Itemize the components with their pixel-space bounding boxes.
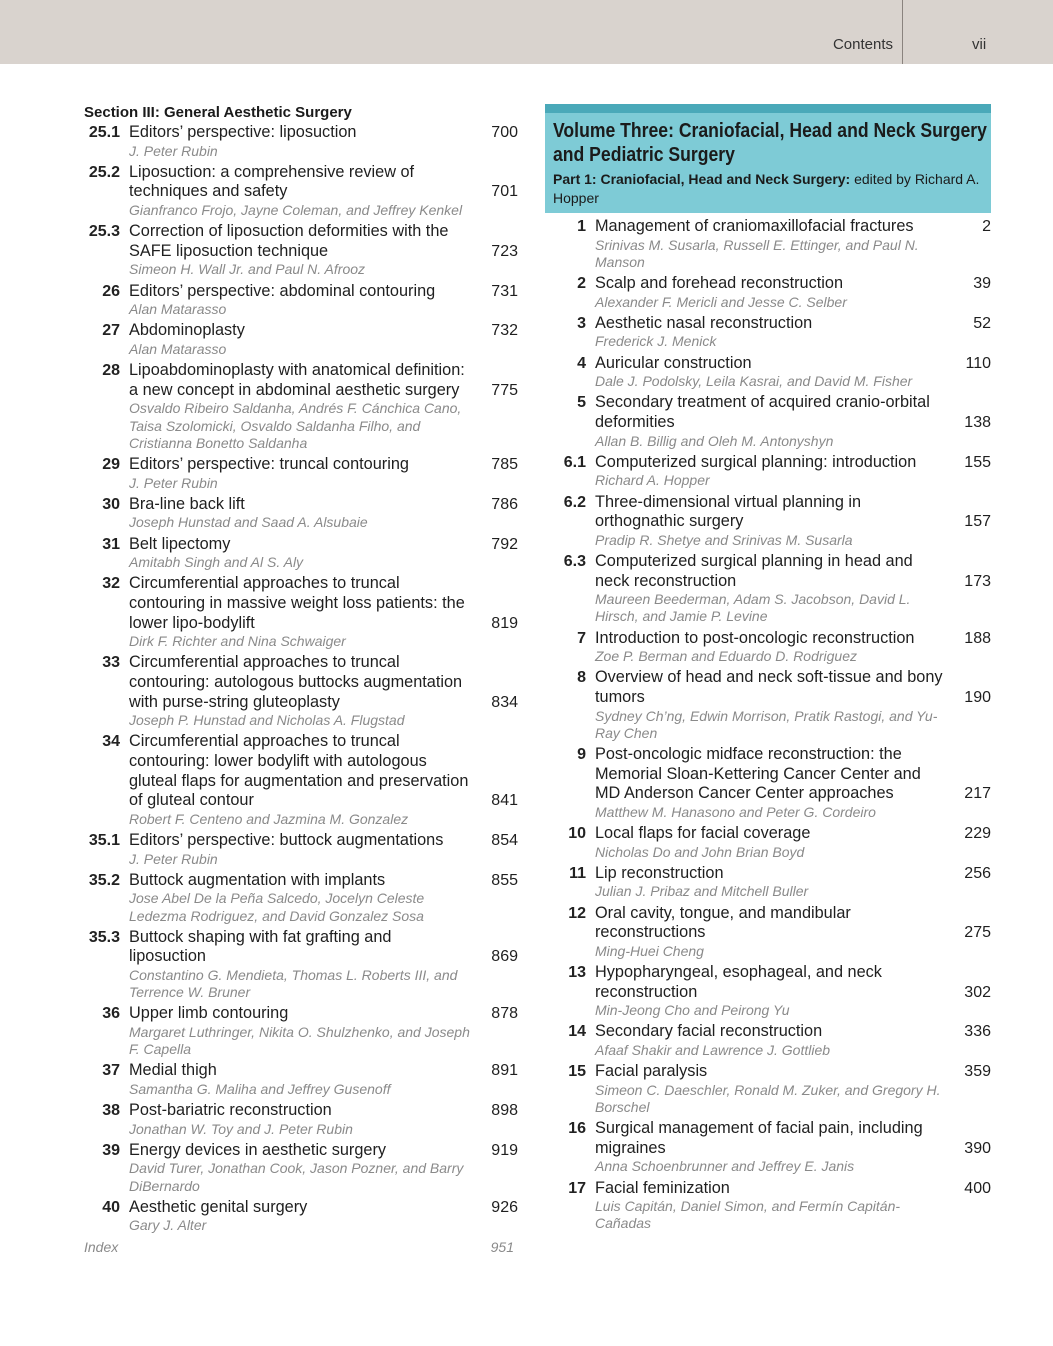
toc-entry (545, 552, 991, 626)
chapter-title: Introduction to post-oncologic reconstruction (595, 628, 915, 647)
chapter-authors: Simeon C. Daeschler, Ronald M. Zuker, and Gregory H. Borschel (595, 1081, 941, 1115)
chapter-authors: J. Peter Rubin (129, 474, 218, 491)
chapter-page: 731 (491, 282, 518, 300)
chapter-title: Aesthetic genital surgery (129, 1197, 308, 1216)
toc-entry (545, 453, 991, 490)
entry-body (129, 535, 518, 572)
chapter-authors: Osvaldo Ribeiro Saldanha, Andrés F. Cánchica Cano, Taisa Szolomicki, Osvaldo Saldanha Filho, and Cristianna Bonetto Saldanha (129, 400, 462, 451)
chapter-title: Medial thigh (129, 1061, 217, 1080)
chapter-authors: Afaaf Shakir and Lawrence J. Gottlieb (595, 1041, 831, 1058)
entry-body (595, 745, 991, 821)
chapter-title: Circumferential approaches to truncal contouring in massive weight loss patients: the lower lipo-bodylift (129, 574, 465, 632)
entry-body (595, 1022, 991, 1059)
chapter-page: 869 (491, 948, 518, 966)
chapter-title: Scalp and forehead reconstruction (595, 274, 843, 292)
chapter-number: 17 (568, 1179, 586, 1197)
header-divider (902, 0, 903, 64)
entry-body (129, 495, 518, 532)
toc-entry (545, 217, 991, 271)
chapter-title: Liposuction: a comprehensive review of techniques and safety (129, 162, 415, 201)
chapter-title: Abdominoplasty (129, 321, 245, 340)
chapter-title: Hypopharyngeal, esophageal, and neck reconstruction (595, 962, 882, 1001)
entry-body (595, 1179, 991, 1233)
toc-entry (84, 928, 518, 1002)
entry-body (595, 864, 991, 901)
entry-body (129, 653, 518, 729)
chapter-page: 155 (964, 453, 991, 471)
chapter-page: 775 (491, 381, 518, 399)
entry-body (129, 928, 518, 1002)
chapter-authors: Gary J. Alter (129, 1217, 207, 1234)
chapter-title: Auricular construction (595, 353, 752, 372)
chapter-authors: Julian J. Pribaz and Mitchell Buller (595, 883, 809, 900)
entry-body (129, 222, 518, 278)
toc-entry (84, 535, 518, 572)
chapter-authors: Alan Matarasso (129, 340, 227, 357)
chapter-page: 188 (964, 629, 991, 647)
chapter-number: 25.3 (88, 223, 120, 241)
chapter-title: Post-bariatric reconstruction (129, 1101, 332, 1120)
chapter-page: 336 (964, 1023, 991, 1041)
chapter-authors: Alan Matarasso (129, 301, 227, 318)
chapter-title: Secondary treatment of acquired cranio-orbital deformities (595, 393, 930, 431)
chapter-authors: Dirk F. Richter and Nina Schwaiger (129, 633, 346, 650)
chapter-number: 1 (577, 218, 586, 235)
entry-body (595, 354, 991, 391)
chapter-number: 14 (568, 1023, 586, 1041)
toc-entry (545, 668, 991, 742)
chapter-title: Belt lipectomy (129, 534, 231, 553)
chapter-authors: Allan B. Billig and Oleh M. Antonyshyn (595, 432, 834, 449)
chapter-authors: Samantha G. Maliha and Jeffrey Gusenoff (129, 1080, 391, 1097)
entry-body (129, 732, 518, 828)
chapter-authors: Gianfranco Frojo, Jayne Coleman, and Jeffrey Kenkel (129, 201, 463, 218)
chapter-page: 855 (491, 871, 518, 889)
running-head: Contents (832, 36, 893, 53)
entry-body (129, 831, 518, 868)
toc-entry (84, 455, 518, 492)
chapter-number: 35.3 (88, 928, 120, 946)
chapter-number: 39 (102, 1141, 120, 1159)
toc-entry (545, 393, 991, 449)
chapter-title: Circumferential approaches to truncal contouring: lower bodylift with autologous gluteal flaps for augmentation and preservation of gluteal contour (129, 732, 469, 810)
entry-body (595, 904, 991, 960)
chapter-authors: Joseph Hunstad and Saad A. Alsubaie (129, 514, 368, 531)
left-column (84, 104, 518, 1255)
chapter-number: 32 (102, 575, 120, 593)
toc-entry (545, 629, 991, 666)
toc-entry (84, 831, 518, 868)
chapter-number: 7 (577, 629, 586, 647)
chapter-page: 834 (491, 693, 518, 711)
chapter-authors: Margaret Luthringer, Nikita O. Shulzhenko, and Joseph F. Capella (129, 1023, 470, 1058)
entry-body (129, 1198, 518, 1235)
chapter-page: 785 (491, 455, 518, 473)
chapter-page: 891 (491, 1062, 518, 1080)
part-editor: edited by Richard A. Hopper (553, 171, 980, 206)
toc-entry (84, 163, 518, 219)
entry-body (595, 668, 991, 742)
chapter-number: 4 (577, 354, 586, 372)
chapter-number: 6.2 (563, 493, 586, 511)
chapter-title: Upper limb contouring (129, 1004, 289, 1023)
chapter-number: 10 (568, 824, 586, 842)
chapter-page: 110 (965, 354, 991, 372)
chapter-page: 878 (491, 1005, 518, 1023)
chapter-number: 40 (102, 1198, 120, 1216)
chapter-title: Buttock augmentation with implants (129, 870, 386, 889)
entry-body (129, 1061, 518, 1098)
entry-body (595, 824, 991, 861)
chapter-title: Correction of liposuction deformities with the SAFE liposuction technique (129, 222, 449, 260)
entry-body (129, 1101, 518, 1138)
chapter-title: Computerized surgical planning in head and neck reconstruction (595, 551, 913, 590)
entry-body (595, 629, 991, 666)
chapter-page: 275 (964, 924, 991, 942)
chapter-number: 11 (569, 864, 586, 882)
chapter-page: 400 (964, 1179, 991, 1197)
entry-body (595, 1062, 991, 1116)
index-page: 951 (490, 1238, 514, 1255)
chapter-number: 35.2 (88, 871, 120, 889)
chapter-title: Overview of head and neck soft-tissue and bony tumors (595, 668, 943, 706)
chapter-authors: Constantino G. Mendieta, Thomas L. Roberts III, and Terrence W. Bruner (129, 966, 458, 1001)
toc-entry (84, 574, 518, 650)
toc-entry (545, 1179, 991, 1233)
toc-entry (84, 653, 518, 729)
toc-entry (84, 871, 518, 925)
toc-entry (84, 123, 518, 160)
chapter-number: 31 (102, 535, 120, 553)
chapter-page: 732 (491, 322, 518, 340)
chapter-authors: J. Peter Rubin (129, 142, 218, 159)
entry-body (595, 453, 991, 490)
chapter-number: 37 (102, 1062, 120, 1080)
chapter-authors: Frederick J. Menick (595, 333, 717, 350)
entry-body (129, 1141, 518, 1195)
entry-body (129, 574, 518, 650)
chapter-number: 34 (102, 733, 120, 751)
entry-body (129, 123, 518, 160)
part-heading (553, 170, 983, 208)
entry-body (129, 282, 518, 319)
chapter-page: 700 (491, 124, 518, 141)
chapter-authors: Simeon H. Wall Jr. and Paul N. Afrooz (129, 261, 366, 278)
chapter-authors: Robert F. Centeno and Jazmina M. Gonzalez (129, 810, 409, 827)
chapter-number: 27 (102, 322, 120, 340)
chapter-page: 217 (964, 785, 991, 803)
chapter-title: Buttock shaping with fat grafting and liposuction (129, 927, 392, 966)
entry-body (595, 1119, 991, 1175)
index-entry (84, 1239, 518, 1255)
chapter-authors: Srinivas M. Susarla, Russell E. Ettinger, and Paul N. Manson (595, 236, 919, 270)
index-label: Index (84, 1238, 119, 1255)
right-column (545, 104, 991, 1236)
toc-entry (84, 1198, 518, 1235)
chapter-number: 8 (577, 669, 586, 687)
toc-entry (84, 1061, 518, 1098)
toc-entry (545, 1119, 991, 1175)
volume-title: Volume Three: Craniofacial, Head and Neck Surgery and Pediatric Surgery (553, 120, 987, 166)
toc-entry (545, 1062, 991, 1116)
chapter-authors: Zoe P. Berman and Eduardo D. Rodriguez (595, 648, 858, 665)
chapter-page: 819 (491, 614, 518, 632)
chapter-authors: Alexander F. Mericli and Jesse C. Selber (595, 293, 847, 310)
chapter-page: 701 (491, 183, 518, 201)
chapter-title: Facial paralysis (595, 1062, 708, 1081)
toc-entry (545, 314, 991, 351)
chapter-title: Bra-line back lift (129, 494, 245, 513)
chapter-title: Editors’ perspective: liposuction (129, 123, 357, 141)
chapter-authors: Dale J. Podolsky, Leila Kasrai, and David M. Fisher (595, 373, 913, 390)
chapter-page: 926 (491, 1198, 518, 1216)
chapter-title: Secondary facial reconstruction (595, 1022, 823, 1041)
chapter-authors: Richard A. Hopper (595, 472, 710, 489)
chapter-number: 38 (102, 1102, 120, 1120)
toc-entry (84, 361, 518, 452)
chapter-title: Editors’ perspective: abdominal contouring (129, 281, 436, 300)
entry-body (595, 963, 991, 1019)
toc-entry (84, 495, 518, 532)
chapter-number: 3 (577, 314, 586, 332)
chapter-title: Editors’ perspective: buttock augmentations (129, 830, 444, 849)
chapter-page: 2 (982, 218, 991, 235)
chapter-number: 28 (102, 362, 120, 380)
entry-body (595, 314, 991, 351)
entry-body (595, 493, 991, 549)
toc-entry (545, 904, 991, 960)
entry-body (595, 552, 991, 626)
toc-entry (545, 354, 991, 391)
chapter-authors: Jonathan W. Toy and J. Peter Rubin (129, 1120, 353, 1137)
chapter-number: 36 (102, 1005, 120, 1023)
chapter-number: 2 (577, 275, 586, 292)
chapter-page: 841 (491, 792, 518, 810)
entry-body (595, 274, 991, 311)
entry-body (129, 1004, 518, 1058)
chapter-title: Aesthetic nasal reconstruction (595, 313, 813, 332)
chapter-page: 854 (491, 831, 518, 849)
chapter-authors: Jose Abel De la Peña Salcedo, Jocelyn Celeste Ledezma Rodriguez, and David Gonzalez Sosa (129, 890, 425, 924)
chapter-title: Management of craniomaxillofacial fractures (595, 217, 914, 235)
chapter-authors: J. Peter Rubin (129, 850, 218, 867)
entry-body (129, 871, 518, 925)
chapter-number: 25.2 (88, 163, 120, 181)
entry-body (129, 361, 518, 452)
chapter-title: Local flaps for facial coverage (595, 823, 811, 842)
chapter-authors: Anna Schoenbrunner and Jeffrey E. Janis (595, 1158, 855, 1175)
toc-entry (545, 274, 991, 311)
part-label: Part 1: Craniofacial, Head and Neck Surgery: (553, 171, 851, 187)
toc-entry (84, 732, 518, 828)
page-header (0, 0, 1053, 64)
chapter-page: 792 (491, 535, 518, 553)
chapter-authors: Maureen Beederman, Adam S. Jacobson, David L. Hirsch, and Jamie P. Levine (595, 591, 911, 625)
page-number: vii (972, 36, 987, 53)
entry-body (595, 217, 991, 271)
chapter-title: Circumferential approaches to truncal contouring: autologous buttocks augmentation with purse-string gluteoplasty (129, 653, 463, 711)
chapter-title: Surgical management of facial pain, including migraines (595, 1119, 923, 1157)
chapter-page: 390 (964, 1139, 991, 1157)
chapter-page: 229 (964, 824, 991, 842)
chapter-page: 359 (964, 1063, 991, 1081)
toc-entry (545, 963, 991, 1019)
chapter-page: 256 (964, 864, 991, 882)
toc-entry (84, 282, 518, 319)
entry-body (129, 163, 518, 219)
chapter-page: 39 (973, 275, 991, 292)
chapter-number: 25.1 (88, 124, 120, 141)
chapter-authors: Pradip R. Shetye and Srinivas M. Susarla (595, 531, 853, 548)
chapter-authors: Sydney Ch’ng, Edwin Morrison, Pratik Rastogi, and Yu-Ray Chen (595, 707, 938, 741)
chapter-title: Lip reconstruction (595, 863, 724, 882)
chapter-page: 52 (973, 314, 991, 332)
chapter-number: 16 (568, 1120, 586, 1138)
chapter-title: Computerized surgical planning: introduction (595, 452, 917, 471)
chapter-page: 190 (964, 688, 991, 706)
chapter-authors: Joseph P. Hunstad and Nicholas A. Flugstad (129, 712, 405, 729)
chapter-number: 6.3 (563, 552, 586, 570)
chapter-number: 13 (568, 963, 586, 981)
chapter-page: 919 (491, 1141, 518, 1159)
entry-body (595, 393, 991, 449)
chapter-page: 898 (491, 1102, 518, 1120)
chapter-title: Oral cavity, tongue, and mandibular reconstructions (595, 903, 851, 942)
toc-entry (545, 1022, 991, 1059)
chapter-number: 30 (102, 495, 120, 513)
chapter-number: 9 (577, 745, 586, 763)
chapter-number: 33 (102, 654, 120, 672)
entry-body (129, 455, 518, 492)
toc-entry (545, 493, 991, 549)
chapter-number: 35.1 (88, 831, 120, 849)
chapter-title: Three-dimensional virtual planning in orthognathic surgery (595, 492, 862, 531)
chapter-title: Editors’ perspective: truncal contouring (129, 454, 409, 473)
toc-entry (545, 864, 991, 901)
left-entry-list (84, 123, 518, 1235)
entry-body (129, 321, 518, 358)
toc-entry (84, 1004, 518, 1058)
chapter-title: Post-oncologic midface reconstruction: the Memorial Sloan-Kettering Cancer Center and MD Anderson Cancer Center approaches (595, 744, 921, 803)
chapter-authors: Ming-Huei Cheng (595, 942, 704, 959)
chapter-number: 5 (577, 394, 586, 412)
chapter-number: 12 (568, 904, 586, 922)
chapter-title: Lipoabdominoplasty with anatomical definition: a new concept in abdominal aesthetic surgery (129, 361, 465, 399)
chapter-number: 26 (102, 282, 120, 300)
chapter-page: 302 (964, 983, 991, 1001)
chapter-authors: David Turer, Jonathan Cook, Jason Pozner, and Barry DiBernardo (129, 1160, 464, 1194)
chapter-page: 138 (964, 413, 991, 431)
section-heading: Section III: General Aesthetic Surgery (84, 104, 352, 121)
toc-entry (84, 321, 518, 358)
toc-entry (84, 1101, 518, 1138)
chapter-number: 29 (102, 455, 120, 473)
toc-entry (84, 1141, 518, 1195)
chapter-number: 15 (568, 1063, 586, 1081)
volume-header-box (545, 104, 991, 213)
toc-entry (545, 745, 991, 821)
chapter-page: 173 (964, 572, 991, 590)
right-entry-list (545, 217, 991, 1233)
chapter-page: 157 (964, 513, 991, 531)
chapter-page: 786 (491, 495, 518, 513)
chapter-authors: Nicholas Do and John Brian Boyd (595, 843, 805, 860)
chapter-authors: Min-Jeong Cho and Peirong Yu (595, 1002, 790, 1019)
chapter-number: 6.1 (563, 453, 586, 471)
chapter-title: Energy devices in aesthetic surgery (129, 1140, 387, 1159)
chapter-title: Facial feminization (595, 1178, 730, 1197)
chapter-authors: Luis Capitán, Daniel Simon, and Fermín Capitán-Cañadas (595, 1198, 901, 1232)
toc-entry (84, 222, 518, 278)
chapter-authors: Amitabh Singh and Al S. Aly (129, 554, 304, 571)
toc-entry (545, 824, 991, 861)
chapter-page: 723 (491, 242, 518, 260)
chapter-authors: Matthew M. Hanasono and Peter G. Cordeiro (595, 803, 876, 820)
